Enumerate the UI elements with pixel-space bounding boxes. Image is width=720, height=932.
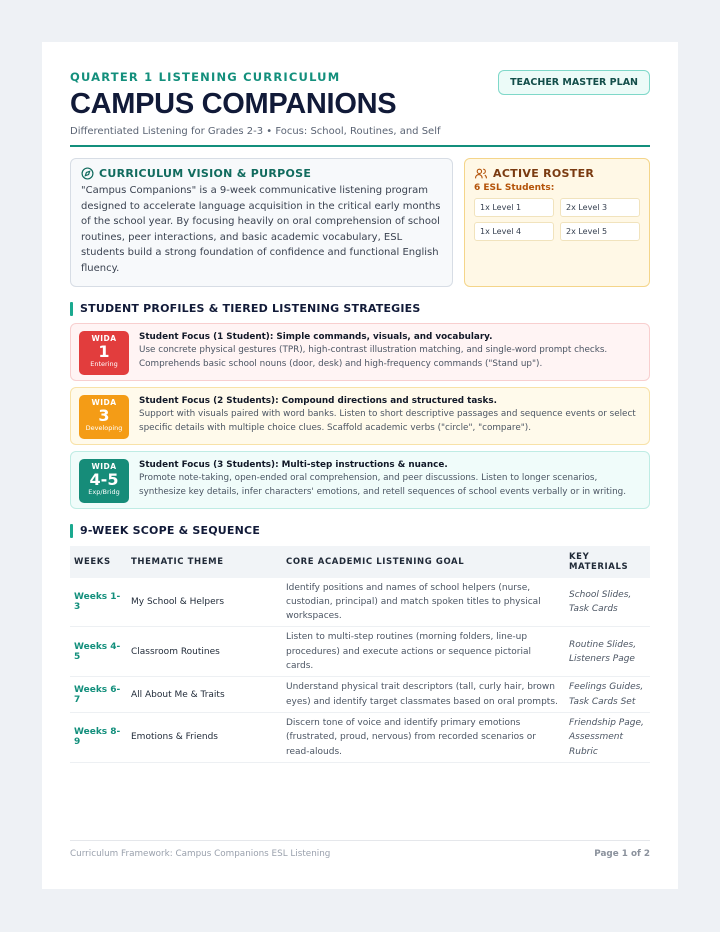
wida-stage: Developing: [85, 423, 123, 432]
compass-icon: [81, 167, 94, 180]
tier-focus: Student Focus (2 Students): Compound directions and structured tasks.: [139, 395, 497, 406]
wida-stage: Exp/Bridg: [88, 487, 120, 496]
roster-box: [464, 158, 650, 287]
weeks-cell: Weeks 8-9: [70, 712, 127, 762]
tier-body: [139, 331, 641, 372]
wida-badge: [79, 459, 129, 503]
vision-heading: [81, 167, 442, 180]
master-plan-badge: TEACHER MASTER PLAN: [498, 70, 650, 95]
intro-row: [70, 158, 650, 287]
tier-description: Support with visuals paired with word banks. Listen to short descriptive passages and sequence events or select specific details with multiple choice clues. Scaffold academic verbs ("circle", "compare").: [139, 408, 636, 434]
roster-grid: [474, 198, 640, 241]
tier-card-level-3: [70, 387, 650, 445]
footer: [70, 840, 650, 859]
users-icon: [474, 167, 488, 180]
theme-cell: All About Me & Traits: [127, 677, 282, 713]
roster-heading: [474, 167, 640, 180]
roster-title: ACTIVE ROSTER: [493, 167, 595, 180]
scope-heading: [70, 524, 650, 538]
roster-item: 1x Level 4: [474, 222, 554, 241]
goal-cell: Understand physical trait descriptors (tall, curly hair, brown eyes) and identify target classmates based on oral prompts.: [282, 677, 565, 713]
header: [70, 70, 650, 147]
theme-cell: Classroom Routines: [127, 627, 282, 677]
wida-badge: [79, 395, 129, 439]
page-number: Page 1 of 2: [594, 849, 650, 859]
vision-box: [70, 158, 453, 287]
eyebrow: QUARTER 1 LISTENING CURRICULUM: [70, 70, 341, 84]
table-row: [70, 578, 650, 627]
materials-cell: Feelings Guides, Task Cards Set: [565, 677, 650, 713]
vision-text: "Campus Companions" is a 9-week communicative listening program designed to accelerate language acquisition in the critical early months of the school year. By focusing heavily on oral comprehension of school routines, peer interactions, and basic academic vocabulary, ESL students build a strong foundation of confidence and functional English fluency.: [81, 185, 441, 274]
wida-level: 3: [98, 405, 110, 425]
document-page: [42, 42, 678, 889]
tier-description: Use concrete physical gestures (TPR), high-contrast illustration matching, and single-word prompt checks. Comprehends basic school nouns (door, desk) and high-frequency commands ("Stand up").: [139, 344, 608, 370]
goal-cell: Identify positions and names of school helpers (nurse, custodian, principal) and match spoken titles to physical workspaces.: [282, 578, 565, 627]
tier-body: [139, 459, 641, 500]
roster-count: 6 ESL Students:: [474, 183, 555, 193]
table-row: [70, 677, 650, 713]
table-row: [70, 627, 650, 677]
subtitle: Differentiated Listening for Grades 2-3 • Focus: School, Routines, and Self: [70, 126, 441, 137]
section-accent-bar: [70, 524, 73, 538]
materials-cell: School Slides, Task Cards: [565, 578, 650, 627]
wida-label: WIDA: [91, 397, 117, 407]
section-accent-bar: [70, 302, 73, 316]
roster-item: 1x Level 1: [474, 198, 554, 217]
profiles-heading: [70, 302, 650, 316]
vision-title: CURRICULUM VISION & PURPOSE: [99, 167, 312, 180]
wida-level: 4-5: [89, 469, 119, 489]
page-title: CAMPUS COMPANIONS: [70, 88, 397, 120]
weeks-cell: Weeks 1-3: [70, 578, 127, 627]
column-header: KEY MATERIALS: [569, 551, 629, 572]
weeks-cell: Weeks 6-7: [70, 677, 127, 713]
goal-cell: Listen to multi-step routines (morning folders, line-up procedures) and execute actions or sequence pictorial cards.: [282, 627, 565, 677]
tier-focus: Student Focus (1 Student): Simple commands, visuals, and vocabulary.: [139, 331, 493, 342]
tier-body: [139, 395, 641, 436]
wida-label: WIDA: [91, 333, 117, 343]
table-row: [70, 712, 650, 762]
roster-item: 2x Level 3: [560, 198, 640, 217]
wida-stage: Entering: [90, 359, 118, 368]
scope-table: [70, 546, 650, 763]
footer-caption: Curriculum Framework: Campus Companions ESL Listening: [70, 849, 331, 859]
scope-title: 9-WEEK SCOPE & SEQUENCE: [80, 524, 261, 538]
materials-cell: Friendship Page, Assessment Rubric: [565, 712, 650, 762]
wida-level: 1: [98, 341, 110, 361]
column-header: CORE ACADEMIC LISTENING GOAL: [286, 556, 465, 567]
roster-item: 2x Level 5: [560, 222, 640, 241]
tier-focus: Student Focus (3 Students): Multi-step instructions & nuance.: [139, 459, 448, 470]
tier-list: [70, 323, 650, 509]
column-header: WEEKS: [74, 556, 111, 567]
materials-cell: Routine Slides, Listeners Page: [565, 627, 650, 677]
theme-cell: My School & Helpers: [127, 578, 282, 627]
wida-label: WIDA: [91, 461, 117, 471]
table-header-row: [70, 546, 650, 578]
tier-description: Promote note-taking, open-ended oral comprehension, and peer discussions. Listen to longer scenarios, synthesize key details, infer characters' emotions, and retell sequences of school events verbally or in writing.: [139, 472, 627, 498]
wida-badge: [79, 331, 129, 375]
goal-cell: Discern tone of voice and identify primary emotions (frustrated, proud, nervous) from recorded scenarios or read-alouds.: [282, 712, 565, 762]
profiles-title: STUDENT PROFILES & TIERED LISTENING STRATEGIES: [80, 302, 421, 316]
theme-cell: Emotions & Friends: [127, 712, 282, 762]
tier-card-level-1: [70, 323, 650, 381]
column-header: THEMATIC THEME: [131, 556, 224, 567]
tier-card-level-4-5: [70, 451, 650, 509]
weeks-cell: Weeks 4-5: [70, 627, 127, 677]
